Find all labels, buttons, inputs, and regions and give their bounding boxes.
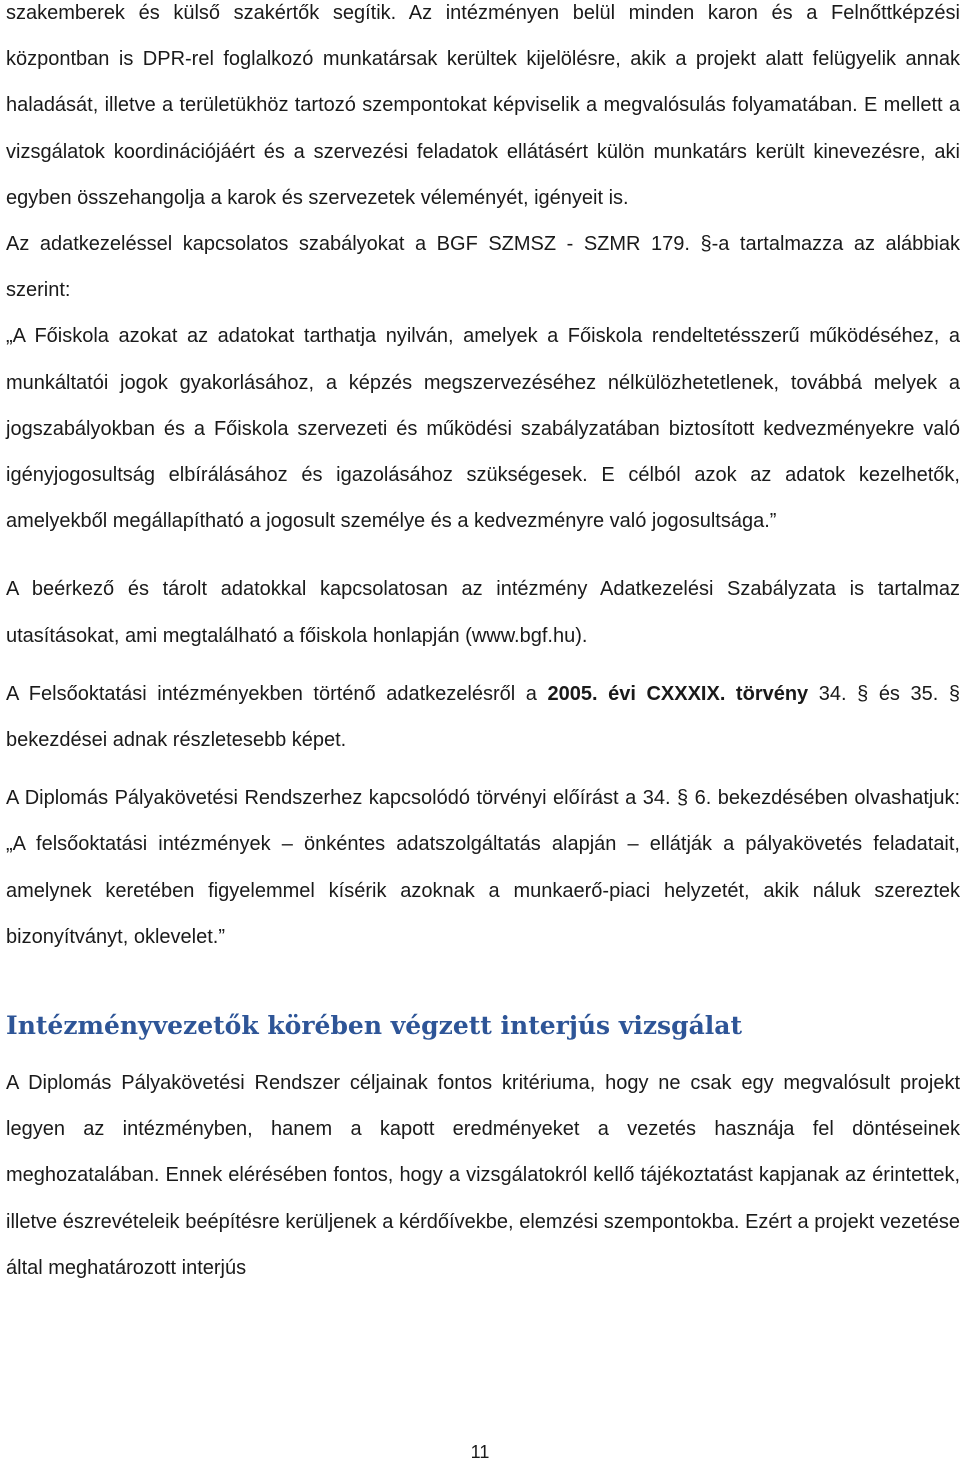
law-text-post: 34. § és 35. § bekezdései adnak részletesebb képet. [6, 682, 960, 752]
law-text-pre: A Felsőoktatási intézményekben történő adatkezelésről a [6, 682, 548, 705]
document-page [6, 0, 960, 1466]
paragraph-dpr-criteria: A Diplomás Pályakövetési Rendszer céljainak fontos kritériuma, hogy ne csak egy megvalósult projekt legyen az intézményben, hanem a kapott eredményeket a vezetés hasznája fel döntéseinek meghozatalában. Ennek elérésében fontos, hogy a vizsgálatokról kellő tájékoztatást kapjanak az érintettek, illetve észrevételeik beépítésre kerüljenek a kérdőívekbe, elemzési szempontokba. Ezért a projekt vezetése által meghatározott interjús [6, 1072, 960, 1279]
page-number: 11 [470, 1442, 490, 1462]
paragraph-data-rules: Az adatkezeléssel kapcsolatos szabályokat a BGF SZMSZ - SZMR 179. §-a tartalmazza az alábbiak szerint: [6, 233, 960, 302]
section-heading: Intézményvezetők körében végzett interjús vizsgálat [6, 1011, 743, 1041]
paragraph-quote-szmsz: „A Főiskola azokat az adatokat tarthatja nyilván, amelyek a Főiskola rendeltetésszerű működéséhez, a munkáltatói jogok gyakorlásához, a képzés megszervezéséhez nélkülözhetetlenek, továbbá melyek a jogszabályokban és a Főiskola szervezeti és működési szabályzatában biztosított kedvezményekre való igényjogosultság elbírálásához és igazolásához szükségesek. E célból azok az adatok kezelhetők, amelyekből megállapítható a jogosult személye és a kedvezményre való jogosultsága.” [6, 325, 960, 533]
paragraph-dpr-law: A Diplomás Pályakövetési Rendszerhez kapcsolódó törvényi előírást a 34. § 6. bekezdésében olvashatjuk: „A felsőoktatási intézmények – önkéntes adatszolgáltatás alapján – ellátják a pályakövetés feladatait, amelynek keretében figyelemmel kísérik azoknak a munkaerő-piaci helyzetét, akik náluk szereztek bizonyítványt, oklevelet.” [6, 787, 960, 948]
paragraph-law-reference [6, 671, 960, 763]
law-title: 2005. évi CXXXIX. törvény [547, 682, 809, 705]
paragraph-project-staff: szakemberek és külső szakértők segítik. Az intézményen belül minden karon és a Felnőttképzési központban is DPR-rel foglalkozó munkatársak kerültek kijelölésre, akik a projekt alatt felügyelik annak haladását, illetve a területükhöz tartozó szempontokat képviselik a megvalósulás folyamatában. E mellett a vizsgálatok koordinációjáért és a szervezési feladatok ellátásért külön munkatárs került kinevezésre, aki egyben összehangolja a karok és szervezetek véleményét, igényeit is. [6, 2, 960, 209]
paragraph-data-policy: A beérkező és tárolt adatokkal kapcsolatosan az intézmény Adatkezelési Szabályzata is tartalmaz utasításokat, ami megtalálható a főiskola honlapján (www.bgf.hu). [6, 578, 960, 647]
